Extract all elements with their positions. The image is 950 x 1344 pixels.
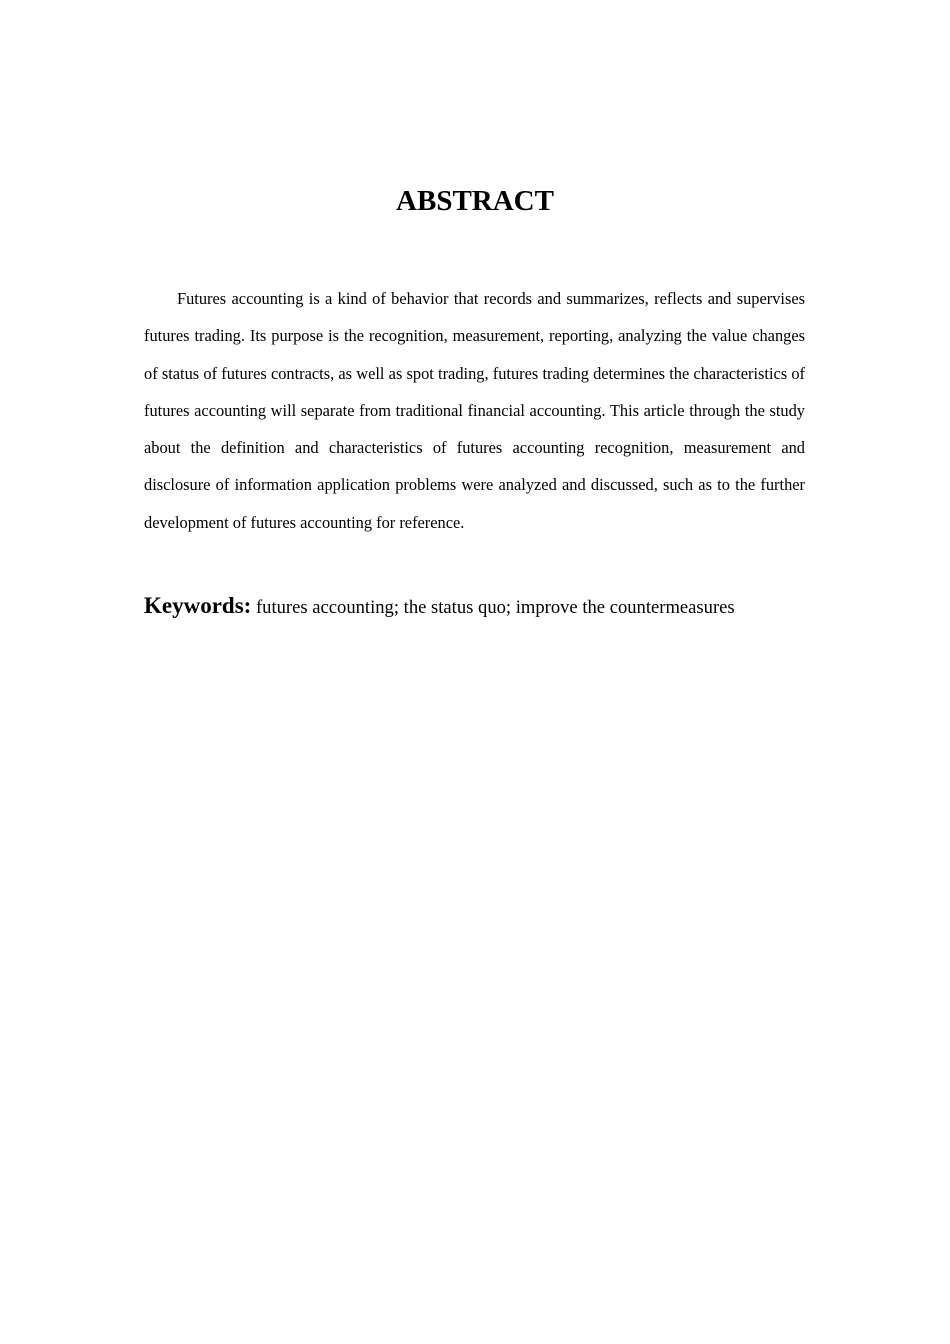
- abstract-paragraph: Futures accounting is a kind of behavior that records and summarizes, reflects and supervises futures trading. Its purpose is the recognition, measurement, reporting, analyzing the value changes of status of futures contracts, as well as spot trading, futures trading determines the characteristics of futures accounting will separate from traditional financial accounting. This article through the study about the definition and characteristics of futures accounting recognition, measurement and disclosure of information application problems were analyzed and discussed, such as to the further development of futures accounting for reference.: [144, 289, 805, 532]
- keywords-text: futures accounting; the status quo; improve the countermeasures: [255, 597, 735, 618]
- keywords-line: [144, 590, 844, 624]
- page-title: ABSTRACT: [396, 185, 554, 217]
- keywords-label: Keywords:: [144, 593, 252, 618]
